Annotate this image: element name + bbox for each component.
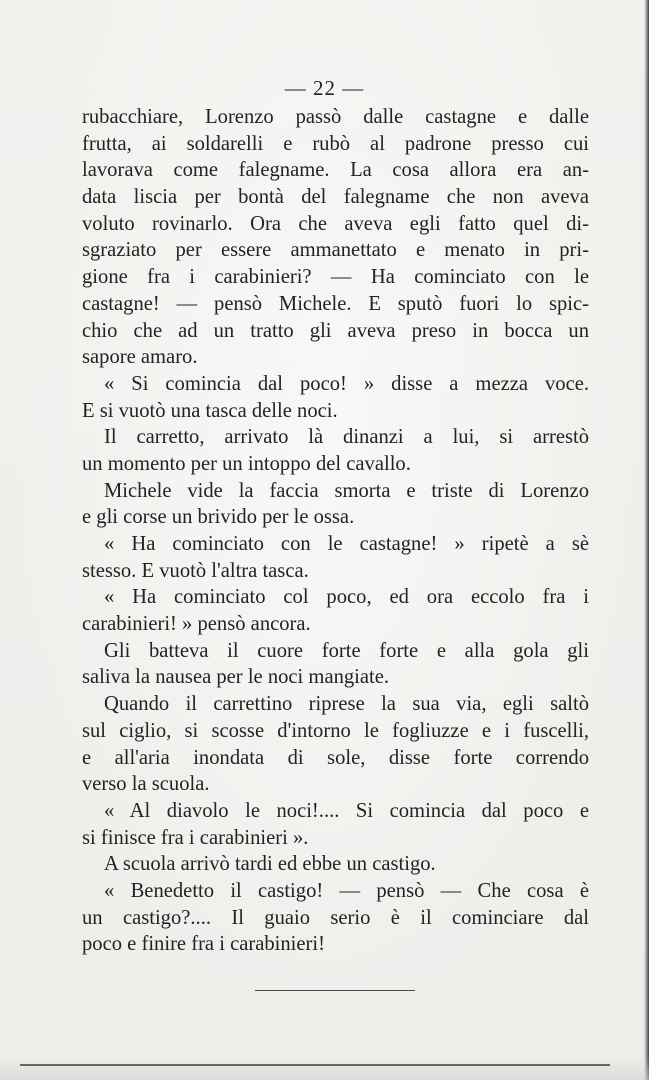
text-line: si finisce fra i carabinieri ».: [82, 826, 309, 849]
section-end-rule: [255, 990, 415, 991]
text-line: A scuola arrivò tardi ed ebbe un castigo.: [104, 853, 436, 876]
text-line: sgraziato per essere ammanettato e menato in pri-: [82, 239, 589, 262]
text-line: « Ha cominciato col poco, ed ora eccolo fra i: [104, 586, 589, 609]
page-number: — 22 —: [284, 76, 365, 100]
text-line: data liscia per bontà del falegname che non aveva: [82, 186, 589, 209]
text-line: Quando il carrettino riprese la sua via, egli saltò: [104, 693, 589, 716]
text-line: sul ciglio, si scosse d'intorno le fogliuzze e i fuscelli,: [82, 719, 589, 742]
text-line: Michele vide la faccia smorta e triste di Lorenzo: [104, 479, 589, 502]
page-bottom-shadow: [0, 1058, 649, 1080]
text-line: rubacchiare, Lorenzo passò dalle castagne e dalle: [82, 106, 589, 128]
text-line: lavorava come falegname. La cosa allora era an-: [82, 159, 589, 182]
text-line: voluto rovinarlo. Ora che aveva egli fatto quel di-: [82, 212, 589, 235]
body-text: [82, 104, 589, 958]
text-line: « Al diavolo le noci!.... Si comincia dal poco e: [104, 799, 589, 822]
text-line: verso la scuola.: [82, 773, 210, 796]
text-line: e all'aria inondata di sole, disse forte correndo: [82, 746, 589, 769]
text-line: e gli corse un brivido per le ossa.: [82, 506, 355, 529]
text-line: un momento per un intoppo del cavallo.: [82, 452, 411, 475]
text-line: un castigo?.... Il guaio serio è il cominciare dal: [82, 906, 589, 929]
text-line: carabinieri! » pensò ancora.: [82, 613, 311, 636]
text-line: sapore amaro.: [82, 346, 198, 369]
text-line: poco e finire fra i carabinieri!: [82, 933, 325, 956]
text-line: saliva la nausea per le noci mangiate.: [82, 666, 390, 689]
bottom-scan-line: [20, 1064, 610, 1066]
text-line: Il carretto, arrivato là dinanzi a lui, si arrestò: [104, 426, 589, 449]
text-line: castagne! — pensò Michele. E sputò fuori lo spic-: [82, 292, 589, 315]
text-line: stesso. E vuotò l'altra tasca.: [82, 559, 309, 582]
page-edge-shadow: [644, 0, 649, 1080]
text-line: E si vuotò una tasca delle noci.: [82, 399, 338, 422]
text-line: « Benedetto il castigo! — pensò — Che cosa è: [104, 879, 589, 902]
text-line: « Ha cominciato con le castagne! » ripetè a sè: [104, 533, 589, 555]
text-line: Gli batteva il cuore forte forte e alla gola gli: [104, 639, 589, 662]
text-line: frutta, ai soldarelli e rubò al padrone presso cui: [82, 132, 589, 155]
text-line: gione fra i carabinieri? — Ha cominciato con le: [82, 266, 589, 289]
text-line: chio che ad un tratto gli aveva preso in bocca un: [82, 319, 589, 342]
text-line: « Si comincia dal poco! » disse a mezza voce.: [104, 372, 589, 395]
